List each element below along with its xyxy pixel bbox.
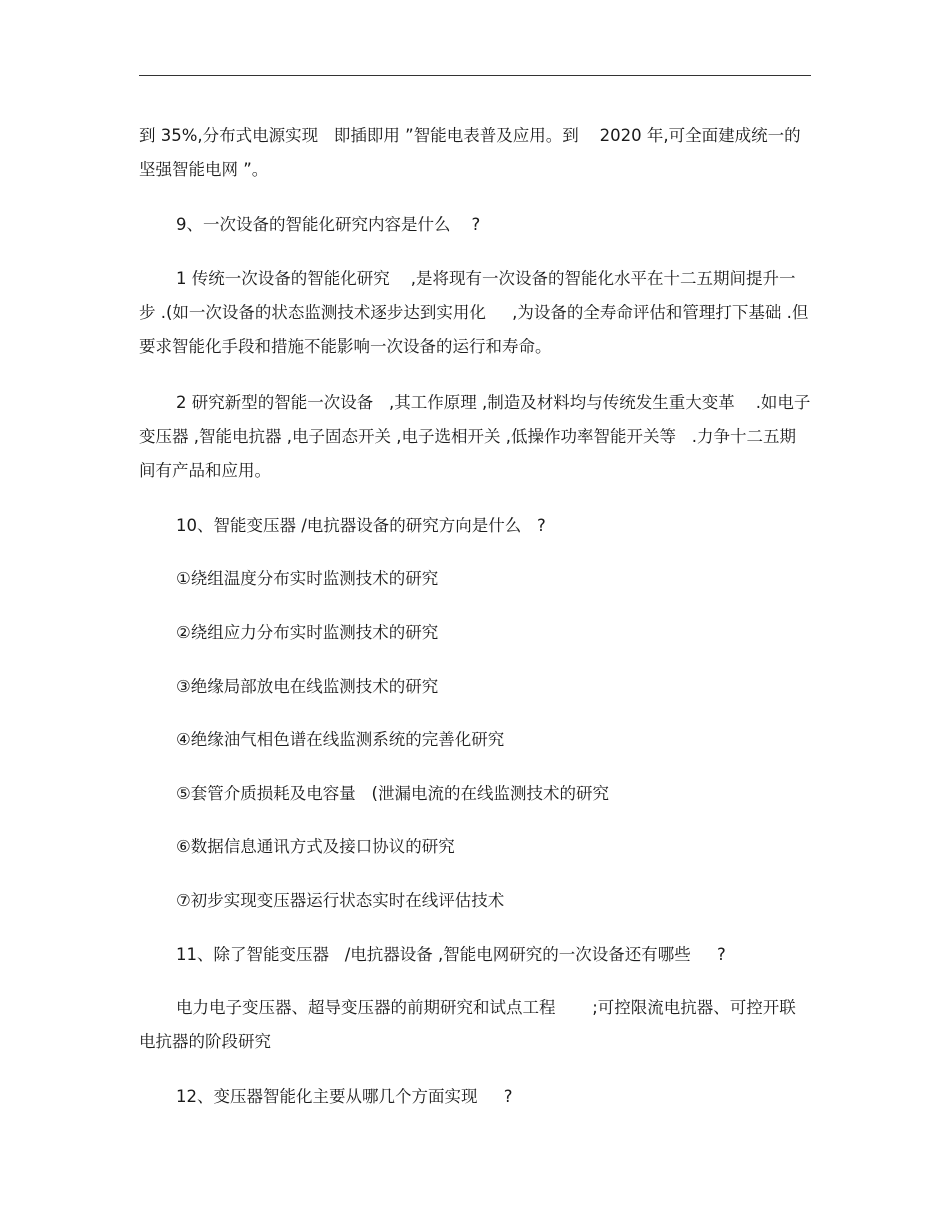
answer-9-point-2: 2 研究新型的智能一次设备 ,其工作原理 ,制造及材料均与传统发生重大变革 .如电子变压器 ,智能电抗器 ,电子固态开关 ,电子选相开关 ,低操作功率智能开关等 .力争十二五期间有产品和应用。 [139,393,811,480]
question-10: 10、智能变压器 /电抗器设备的研究方向是什么 ? [176,516,546,535]
question-12: 12、变压器智能化主要从哪几个方面实现 ? [176,1087,513,1106]
header-rule [139,75,811,76]
answer-10-item-3: ③绝缘局部放电在线监测技术的研究 [176,677,439,696]
paragraph-intro-continuation: 到 35%,分布式电源实现 即插即用 ”智能电表普及应用。到 2020 年,可全面建成统一的 坚强智能电网 ”。 [139,126,812,179]
answer-10-item-7: ⑦初步实现变压器运行状态实时在线评估技术 [176,891,505,910]
question-9: 9、一次设备的智能化研究内容是什么 ? [176,215,481,234]
answer-10-item-2: ②绕组应力分布实时监测技术的研究 [176,623,439,642]
answer-10-item-6: ⑥数据信息通讯方式及接口协议的研究 [176,837,455,856]
answer-10-item-4: ④绝缘油气相色谱在线监测系统的完善化研究 [176,730,505,749]
answer-10-item-1: ①绕组温度分布实时监测技术的研究 [176,569,439,588]
question-11: 11、除了智能变压器 /电抗器设备 ,智能电网研究的一次设备还有哪些 ? [176,945,726,964]
answer-11: 电力电子变压器、超导变压器的前期研究和试点工程 ;可控限流电抗器、可控开联电抗器的阶段研究 [139,998,796,1051]
answer-10-item-5: ⑤套管介质损耗及电容量 (泄漏电流的在线监测技术的研究 [176,784,609,803]
answer-9-point-1: 1 传统一次设备的智能化研究 ,是将现有一次设备的智能化水平在十二五期间提升一步 .(如一次设备的状态监测技术逐步达到实用化 ,为设备的全寿命评估和管理打下基础 .但要求智能化手段和措施不能影响一次设备的运行和寿命。 [139,269,809,356]
